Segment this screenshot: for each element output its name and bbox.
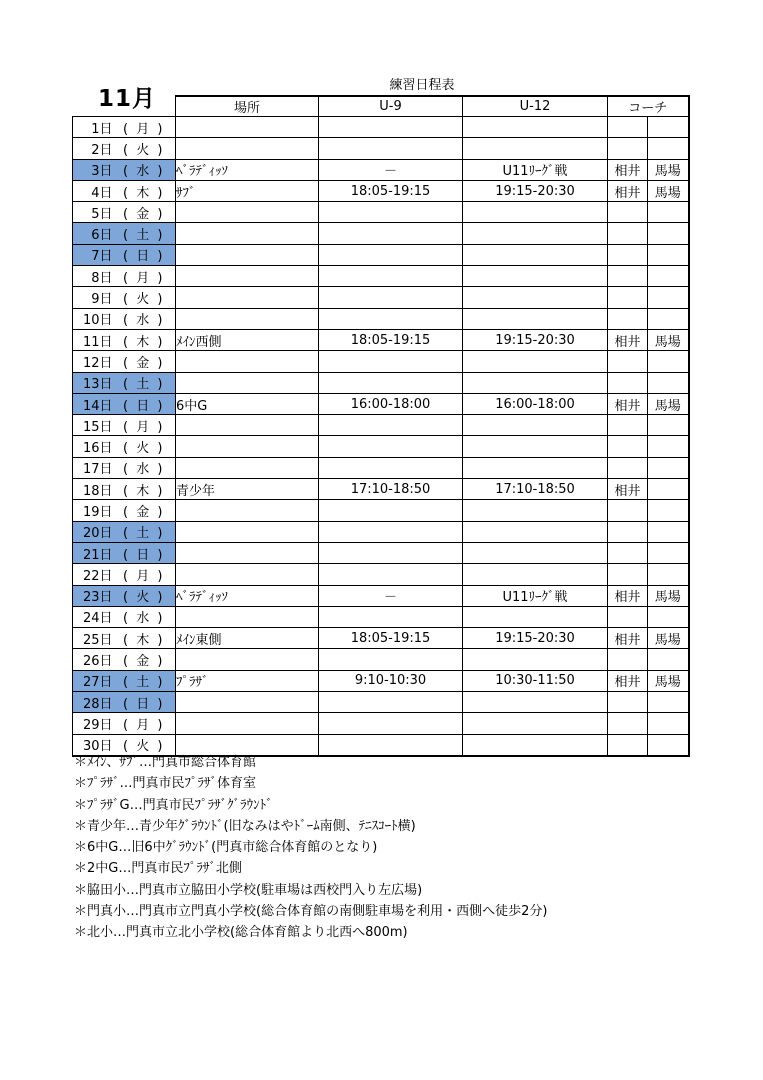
table-row <box>73 500 689 521</box>
u9-time-cell <box>319 266 463 287</box>
u12-time-cell <box>463 713 608 734</box>
table-row <box>73 670 689 691</box>
u12-time-cell <box>463 287 608 308</box>
coach1-cell: 相井 <box>608 670 648 691</box>
u12-time-cell <box>463 223 608 244</box>
u9-time-cell <box>319 202 463 223</box>
place-cell <box>176 521 319 542</box>
notes-list <box>74 752 547 944</box>
weekday-cell: ( 木 ) <box>113 479 176 500</box>
u9-time-cell <box>319 223 463 244</box>
day-cell: 12日 <box>73 351 113 372</box>
weekday-cell: ( 水 ) <box>113 457 176 478</box>
coach1-cell <box>608 564 648 585</box>
day-cell: 10日 <box>73 308 113 329</box>
place-cell <box>176 351 319 372</box>
u9-time-cell: 18:05-19:15 <box>319 180 463 201</box>
table-row <box>73 287 689 308</box>
u12-time-cell: U11ﾘｰｸﾞ戦 <box>463 585 608 606</box>
u9-time-cell <box>319 606 463 627</box>
coach2-cell <box>648 713 689 734</box>
place-cell <box>176 457 319 478</box>
header-row <box>73 96 689 117</box>
coach2-cell: 馬場 <box>648 585 689 606</box>
coach1-cell <box>608 500 648 521</box>
u12-time-cell <box>463 244 608 265</box>
u12-time-cell <box>463 606 608 627</box>
coach2-cell <box>648 542 689 563</box>
coach2-cell <box>648 202 689 223</box>
day-cell: 8日 <box>73 266 113 287</box>
u9-time-cell <box>319 436 463 457</box>
schedule-title: 練習日程表 <box>389 78 455 93</box>
day-cell: 7日 <box>73 244 113 265</box>
u9-time-cell <box>319 564 463 585</box>
day-cell: 27日 <box>73 670 113 691</box>
weekday-cell: ( 日 ) <box>113 542 176 563</box>
u9-time-cell <box>319 287 463 308</box>
place-cell <box>176 117 319 138</box>
day-cell: 2日 <box>73 138 113 159</box>
day-cell: 29日 <box>73 713 113 734</box>
table-row <box>73 713 689 734</box>
weekday-cell: ( 土 ) <box>113 521 176 542</box>
place-cell <box>176 564 319 585</box>
weekday-cell: ( 日 ) <box>113 692 176 713</box>
coach2-cell <box>648 457 689 478</box>
coach2-cell <box>648 351 689 372</box>
u12-time-cell: 17:10-18:50 <box>463 479 608 500</box>
u12-time-cell <box>463 202 608 223</box>
coach2-cell: 馬場 <box>648 159 689 180</box>
place-cell <box>176 244 319 265</box>
coach1-cell: 相井 <box>608 393 648 414</box>
coach1-cell <box>608 372 648 393</box>
place-cell <box>176 202 319 223</box>
coach2-cell: 馬場 <box>648 329 689 350</box>
schedule-table <box>72 95 690 757</box>
header-place: 場所 <box>176 96 319 117</box>
coach1-cell <box>608 415 648 436</box>
u12-time-cell <box>463 542 608 563</box>
u12-time-cell <box>463 436 608 457</box>
u12-time-cell <box>463 649 608 670</box>
coach1-cell <box>608 117 648 138</box>
coach1-cell: 相井 <box>608 585 648 606</box>
coach2-cell <box>648 244 689 265</box>
schedule-rows <box>73 117 689 756</box>
u12-time-cell: U11ﾘｰｸﾞ戦 <box>463 159 608 180</box>
u9-time-cell <box>319 713 463 734</box>
place-cell <box>176 308 319 329</box>
coach2-cell <box>648 436 689 457</box>
u12-time-cell <box>463 457 608 478</box>
place-cell: ｻﾌﾞ <box>176 180 319 201</box>
place-cell <box>176 436 319 457</box>
table-row <box>73 606 689 627</box>
u12-time-cell <box>463 308 608 329</box>
place-cell <box>176 713 319 734</box>
coach1-cell <box>608 606 648 627</box>
u9-time-cell <box>319 138 463 159</box>
u12-time-cell <box>463 138 608 159</box>
coach2-cell <box>648 692 689 713</box>
place-cell: 6中G <box>176 393 319 414</box>
place-cell <box>176 542 319 563</box>
note-item: ＊北小…門真市立北小学校(総合体育館より北西へ800m) <box>74 925 408 941</box>
day-cell: 4日 <box>73 180 113 201</box>
coach1-cell: 相井 <box>608 180 648 201</box>
u12-time-cell: 19:15-20:30 <box>463 180 608 201</box>
place-cell: ﾍﾞﾗﾃﾞｨｯｿ <box>176 159 319 180</box>
coach1-cell <box>608 521 648 542</box>
coach2-cell <box>648 500 689 521</box>
coach1-cell <box>608 713 648 734</box>
coach1-cell <box>608 223 648 244</box>
u12-time-cell: 10:30-11:50 <box>463 670 608 691</box>
u9-time-cell: 17:10-18:50 <box>319 479 463 500</box>
u12-time-cell: 19:15-20:30 <box>463 329 608 350</box>
u9-time-cell: － <box>319 159 463 180</box>
day-cell: 19日 <box>73 500 113 521</box>
day-cell: 5日 <box>73 202 113 223</box>
coach2-cell <box>648 649 689 670</box>
place-cell <box>176 415 319 436</box>
note-item: ＊6中G…旧6中ｸﾞﾗｳﾝﾄﾞ(門真市総合体育館のとなり) <box>74 840 378 856</box>
u9-time-cell <box>319 415 463 436</box>
coach1-cell: 相井 <box>608 159 648 180</box>
place-cell: ﾒｲﾝ西側 <box>176 329 319 350</box>
weekday-cell: ( 土 ) <box>113 223 176 244</box>
table-row <box>73 585 689 606</box>
u12-time-cell: 16:00-18:00 <box>463 393 608 414</box>
header-u9: U-9 <box>319 96 463 117</box>
place-cell <box>176 287 319 308</box>
u12-time-cell <box>463 521 608 542</box>
day-cell: 21日 <box>73 542 113 563</box>
day-cell: 14日 <box>73 393 113 414</box>
coach2-cell: 馬場 <box>648 670 689 691</box>
note-item: ＊脇田小…門真市立脇田小学校(駐車場は西校門入り左広場) <box>74 882 423 898</box>
weekday-cell: ( 金 ) <box>113 351 176 372</box>
u9-time-cell <box>319 372 463 393</box>
coach1-cell <box>608 542 648 563</box>
table-row <box>73 542 689 563</box>
u9-time-cell: 9:10-10:30 <box>319 670 463 691</box>
weekday-cell: ( 月 ) <box>113 117 176 138</box>
day-cell: 16日 <box>73 436 113 457</box>
table-row <box>73 436 689 457</box>
coach1-cell: 相井 <box>608 329 648 350</box>
weekday-cell: ( 木 ) <box>113 180 176 201</box>
u12-time-cell <box>463 372 608 393</box>
u9-time-cell: 18:05-19:15 <box>319 628 463 649</box>
day-cell: 22日 <box>73 564 113 585</box>
place-cell <box>176 500 319 521</box>
table-row <box>73 457 689 478</box>
weekday-cell: ( 土 ) <box>113 670 176 691</box>
table-row <box>73 479 689 500</box>
table-row <box>73 180 689 201</box>
place-cell <box>176 606 319 627</box>
weekday-cell: ( 金 ) <box>113 649 176 670</box>
weekday-cell: ( 月 ) <box>113 266 176 287</box>
u12-time-cell <box>463 266 608 287</box>
day-cell: 25日 <box>73 628 113 649</box>
u12-time-cell <box>463 117 608 138</box>
day-cell: 3日 <box>73 159 113 180</box>
weekday-cell: ( 火 ) <box>113 287 176 308</box>
weekday-cell: ( 火 ) <box>113 138 176 159</box>
coach2-cell <box>648 308 689 329</box>
table-row <box>73 266 689 287</box>
coach2-cell <box>648 564 689 585</box>
weekday-cell: ( 火 ) <box>113 734 176 756</box>
place-cell <box>176 223 319 244</box>
u9-time-cell <box>319 244 463 265</box>
month-label: 11月 <box>98 86 157 112</box>
u9-time-cell <box>319 692 463 713</box>
table-row <box>73 692 689 713</box>
u12-time-cell: 19:15-20:30 <box>463 628 608 649</box>
table-row <box>73 372 689 393</box>
coach1-cell <box>608 734 648 756</box>
place-cell: 青少年 <box>176 479 319 500</box>
weekday-cell: ( 月 ) <box>113 564 176 585</box>
weekday-cell: ( 日 ) <box>113 244 176 265</box>
coach2-cell: 馬場 <box>648 180 689 201</box>
table-row <box>73 351 689 372</box>
weekday-cell: ( 日 ) <box>113 393 176 414</box>
u9-time-cell <box>319 521 463 542</box>
coach2-cell <box>648 266 689 287</box>
coach2-cell <box>648 479 689 500</box>
note-item: ＊ﾌﾟﾗｻﾞ…門真市民ﾌﾟﾗｻﾞ体育室 <box>74 776 257 792</box>
coach2-cell <box>648 223 689 244</box>
weekday-cell: ( 金 ) <box>113 202 176 223</box>
u9-time-cell <box>319 457 463 478</box>
coach2-cell <box>648 734 689 756</box>
table-row <box>73 649 689 670</box>
coach1-cell: 相井 <box>608 628 648 649</box>
weekday-cell: ( 月 ) <box>113 415 176 436</box>
place-cell: ﾒｲﾝ東側 <box>176 628 319 649</box>
coach1-cell <box>608 308 648 329</box>
table-row <box>73 223 689 244</box>
day-cell: 18日 <box>73 479 113 500</box>
note-item: ＊青少年…青少年ｸﾞﾗｳﾝﾄﾞ(旧なみはやﾄﾞｰﾑ南側、ﾃﾆｽｺｰﾄ横) <box>74 818 416 834</box>
u9-time-cell <box>319 542 463 563</box>
day-cell: 1日 <box>73 117 113 138</box>
table-row <box>73 564 689 585</box>
day-cell: 28日 <box>73 692 113 713</box>
u9-time-cell <box>319 308 463 329</box>
weekday-cell: ( 水 ) <box>113 308 176 329</box>
u12-time-cell <box>463 692 608 713</box>
weekday-cell: ( 木 ) <box>113 329 176 350</box>
coach2-cell <box>648 606 689 627</box>
coach2-cell <box>648 287 689 308</box>
table-row <box>73 393 689 414</box>
day-cell: 30日 <box>73 734 113 756</box>
coach1-cell <box>608 351 648 372</box>
day-cell: 6日 <box>73 223 113 244</box>
weekday-cell: ( 水 ) <box>113 159 176 180</box>
place-cell: ﾌﾟﾗｻﾞ <box>176 670 319 691</box>
coach1-cell <box>608 244 648 265</box>
place-cell <box>176 692 319 713</box>
day-cell: 9日 <box>73 287 113 308</box>
day-cell: 23日 <box>73 585 113 606</box>
coach1-cell <box>608 692 648 713</box>
coach1-cell <box>608 287 648 308</box>
day-cell: 13日 <box>73 372 113 393</box>
day-cell: 24日 <box>73 606 113 627</box>
coach2-cell <box>648 117 689 138</box>
coach1-cell <box>608 202 648 223</box>
table-row <box>73 329 689 350</box>
weekday-cell: ( 火 ) <box>113 436 176 457</box>
place-cell: ﾍﾞﾗﾃﾞｨｯｿ <box>176 585 319 606</box>
u9-time-cell: 16:00-18:00 <box>319 393 463 414</box>
place-cell <box>176 649 319 670</box>
weekday-cell: ( 月 ) <box>113 713 176 734</box>
weekday-cell: ( 金 ) <box>113 500 176 521</box>
coach1-cell <box>608 138 648 159</box>
u12-time-cell <box>463 564 608 585</box>
u12-time-cell <box>463 415 608 436</box>
table-row <box>73 202 689 223</box>
place-cell <box>176 266 319 287</box>
day-cell: 20日 <box>73 521 113 542</box>
day-cell: 17日 <box>73 457 113 478</box>
day-cell: 26日 <box>73 649 113 670</box>
weekday-cell: ( 土 ) <box>113 372 176 393</box>
table-row <box>73 628 689 649</box>
table-row <box>73 138 689 159</box>
u9-time-cell: － <box>319 585 463 606</box>
coach2-cell: 馬場 <box>648 393 689 414</box>
header-coach: コーチ <box>608 96 689 117</box>
coach1-cell <box>608 649 648 670</box>
table-row <box>73 308 689 329</box>
u9-time-cell <box>319 117 463 138</box>
u9-time-cell: 18:05-19:15 <box>319 329 463 350</box>
table-row <box>73 244 689 265</box>
note-item: ＊2中G…門真市民ﾌﾟﾗｻﾞ北側 <box>74 861 242 877</box>
weekday-cell: ( 水 ) <box>113 606 176 627</box>
coach2-cell <box>648 521 689 542</box>
place-cell <box>176 372 319 393</box>
coach2-cell <box>648 138 689 159</box>
u12-time-cell <box>463 500 608 521</box>
coach1-cell <box>608 457 648 478</box>
coach1-cell: 相井 <box>608 479 648 500</box>
u9-time-cell <box>319 649 463 670</box>
coach2-cell <box>648 372 689 393</box>
header-blank <box>73 96 176 117</box>
u9-time-cell <box>319 351 463 372</box>
weekday-cell: ( 火 ) <box>113 585 176 606</box>
table-row <box>73 521 689 542</box>
place-cell <box>176 138 319 159</box>
note-item: ＊ﾒｲﾝ、ｻﾌﾞ…門真市総合体育館 <box>74 755 257 770</box>
table-row <box>73 159 689 180</box>
coach2-cell: 馬場 <box>648 628 689 649</box>
u12-time-cell <box>463 351 608 372</box>
weekday-cell: ( 木 ) <box>113 628 176 649</box>
note-item: ＊ﾌﾟﾗｻﾞG…門真市民ﾌﾟﾗｻﾞｸﾞﾗｳﾝﾄﾞ <box>74 797 273 813</box>
table-row <box>73 415 689 436</box>
coach1-cell <box>608 436 648 457</box>
table-row <box>73 117 689 138</box>
header-u12: U-12 <box>463 96 608 117</box>
coach1-cell <box>608 266 648 287</box>
day-cell: 15日 <box>73 415 113 436</box>
coach2-cell <box>648 415 689 436</box>
note-item: ＊門真小…門真市立門真小学校(総合体育館の南側駐車場を利用・西側へ徒歩2分) <box>74 904 548 920</box>
u9-time-cell <box>319 500 463 521</box>
day-cell: 11日 <box>73 329 113 350</box>
